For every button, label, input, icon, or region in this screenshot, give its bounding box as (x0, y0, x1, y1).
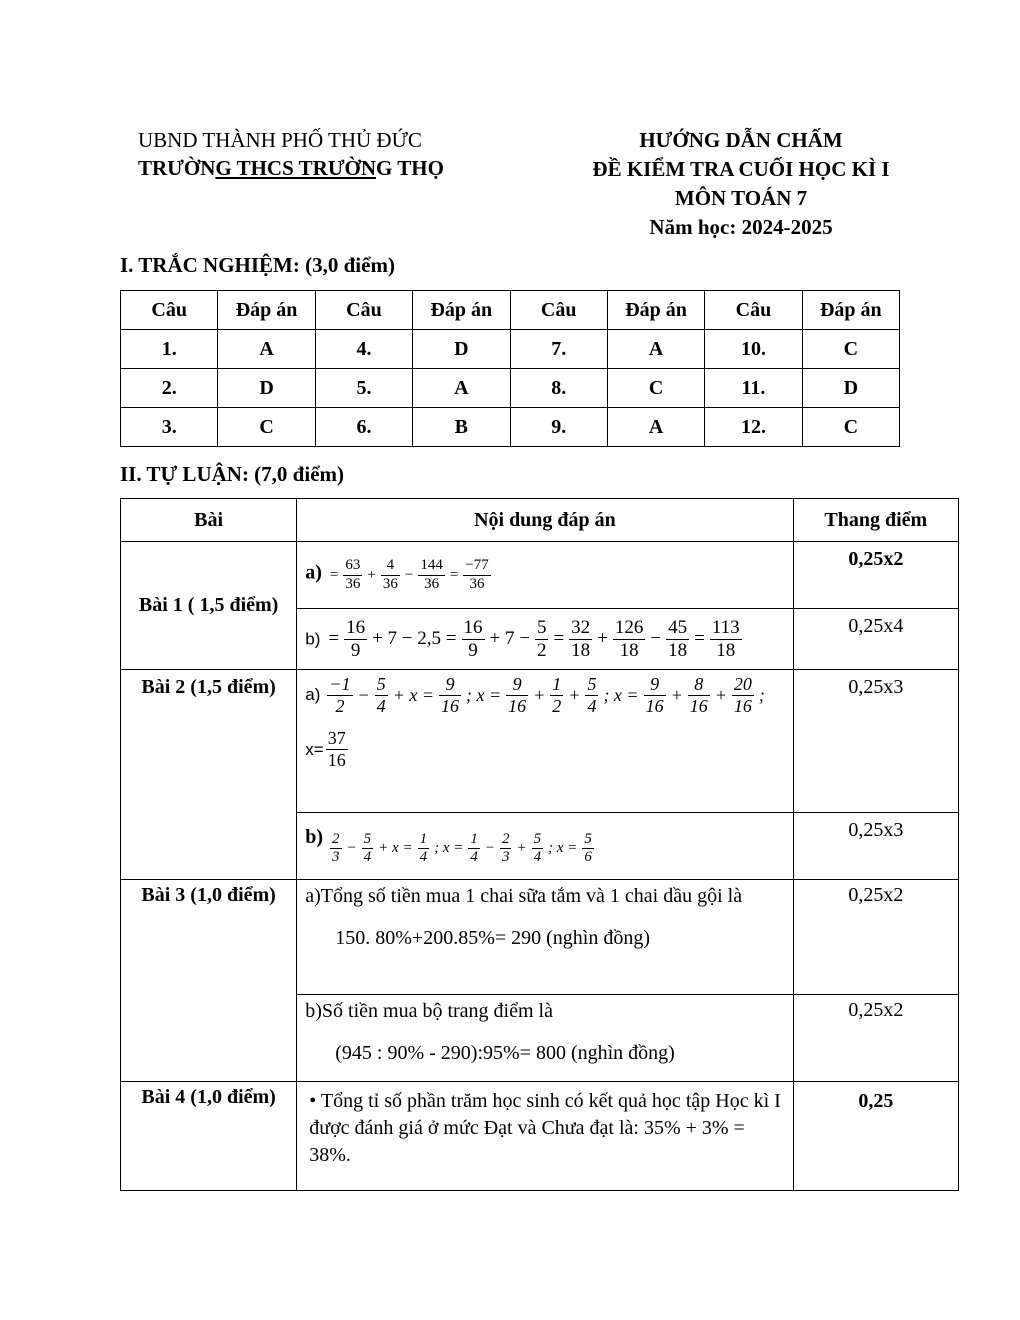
bai2-b-content (297, 813, 793, 880)
mc-answer: C (802, 408, 899, 447)
mc-answer: D (413, 330, 510, 369)
mc-question-number: 10. (705, 330, 802, 369)
bai2-a-result-prefix: x= (305, 739, 324, 759)
fraction: $\frac{5}{4}$ (363, 830, 372, 865)
mc-row (121, 369, 900, 408)
mc-header-cell: Câu (315, 291, 412, 330)
fraction: $\frac{9}{16}$ (440, 674, 459, 716)
fraction: $\frac{1}{4}$ (419, 830, 428, 865)
mc-row (121, 330, 900, 369)
bai2-b-score: 0,25x3 (793, 813, 958, 880)
fraction: $\frac{1}{4}$ (470, 830, 478, 865)
section-essay-title: II. TỰ LUẬN: (7,0 điểm) (120, 462, 344, 486)
mc-question-number: 6. (315, 408, 412, 447)
mc-header-row (121, 291, 900, 330)
bai1-b-score: 0,25x4 (793, 609, 958, 670)
mc-question-number: 3. (121, 408, 218, 447)
bai2-row-a (121, 670, 959, 813)
fraction: $\frac{-1}{2}$ (329, 674, 351, 716)
fraction: $\frac{113}{18}$ (711, 616, 740, 661)
fraction: $\frac{63}{36}$ (345, 557, 361, 592)
fraction: $\frac{126}{18}$ (614, 616, 644, 661)
school-name-part3: G THỌ (376, 156, 444, 180)
bai4-score: 0,25 (793, 1082, 958, 1191)
bai3-b-score: 0,25x2 (793, 995, 958, 1082)
bai3-a-text: a)Tổng số tiền mua 1 chai sữa tắm và 1 chai dầu gội là (305, 885, 743, 907)
fraction: $\frac{8}{16}$ (689, 674, 708, 716)
fraction: $\frac{16}{9}$ (346, 616, 366, 661)
bai1-a-score: 0,25x2 (793, 542, 958, 609)
mc-question-number: 11. (705, 369, 802, 408)
bai3-title: Bài 3 (1,0 điểm) (121, 880, 297, 1082)
bai1-a-label: a) (305, 561, 322, 584)
fraction: $\frac{5}{4}$ (533, 830, 542, 865)
exam-header (560, 126, 922, 242)
mc-answer: D (218, 369, 315, 408)
mc-answer: A (607, 330, 704, 369)
bai1-b-label: b) (305, 629, 321, 648)
essay-header-row (121, 499, 959, 542)
bai3-a-content (297, 880, 793, 995)
mc-header-cell: Đáp án (218, 291, 315, 330)
school-name (138, 154, 444, 182)
mc-answer: C (218, 408, 315, 447)
bai3-a-calc: 150. 80%+200.85%= 290 (nghìn đồng) (335, 927, 651, 949)
mc-answer: D (802, 369, 899, 408)
school-name-part2: G THCS TRƯỜN (215, 156, 377, 180)
bai2-b-label: b) (305, 825, 324, 848)
bai2-a-result (324, 728, 350, 770)
fraction: $\frac{16}{9}$ (463, 616, 483, 661)
bai1-title: Bài 1 ( 1,5 điểm) (121, 542, 297, 670)
mc-question-number: 9. (510, 408, 607, 447)
fraction: $\frac{9}{16}$ (508, 674, 527, 716)
mc-header-cell: Câu (705, 291, 802, 330)
fraction: $\frac{5}{4}$ (376, 674, 386, 716)
school-name-part1: TRƯỜN (138, 156, 216, 180)
mc-header-cell: Câu (121, 291, 218, 330)
bai2-a-content (297, 670, 793, 813)
mc-header-cell: Câu (510, 291, 607, 330)
bai1-b-expression: = $\frac{16}{9}$ + 7 − 2,5 = $\frac{16}{9}$ + 7 − $\frac{5}{2}$ = $\frac{32}{18}$ + $\frac{126}{18}$ − $\frac{45}{18}$ = $\frac{113}{18}$ (328, 616, 740, 661)
school-header (138, 126, 444, 182)
essay-answer-table (120, 498, 959, 1191)
bai4-content: • Tổng tỉ số phần trăm học sinh có kết quả học tập Học kì I được đánh giá ở mức Đạt và Chưa đạt là: 35% + 3% = 38%. (297, 1082, 793, 1191)
header-bai: Bài (121, 499, 297, 542)
bai4-title: Bài 4 (1,0 điểm) (121, 1082, 297, 1191)
mc-question-number: 8. (510, 369, 607, 408)
bai3-a-score: 0,25x2 (793, 880, 958, 995)
bai1-a-content (297, 542, 793, 609)
mc-question-number: 1. (121, 330, 218, 369)
bai2-b-expression: $\frac{2}{3}$ − $\frac{5}{4}$ + x = $\frac{1}{4}$ ; x = $\frac{1}{4}$ − $\frac{2}{3}$ + $\frac{5}{4}$ ; x = $\frac{5}{6}$ (332, 830, 592, 865)
multiple-choice-table (120, 290, 900, 447)
fraction: $\frac{2}{3}$ (501, 830, 510, 865)
bai3-b-content (297, 995, 793, 1082)
fraction: $\frac{-77}{36}$ (465, 557, 489, 592)
fraction: $\frac{144}{36}$ (420, 557, 443, 592)
bai2-a-score: 0,25x3 (793, 670, 958, 813)
bai4-row (121, 1082, 959, 1191)
mc-question-number: 7. (510, 330, 607, 369)
school-year: Năm học: 2024-2025 (649, 215, 833, 239)
mc-row (121, 408, 900, 447)
doc-title: HƯỚNG DẪN CHẤM (639, 128, 843, 152)
fraction: $\frac{1}{2}$ (552, 674, 562, 716)
mc-answer: A (413, 369, 510, 408)
mc-question-number: 5. (315, 369, 412, 408)
fraction: $\frac{5}{6}$ (584, 830, 592, 865)
subject: MÔN TOÁN 7 (674, 186, 808, 210)
district-name: UBND THÀNH PHỐ THỦ ĐỨC (138, 128, 422, 152)
fraction: $\frac{5}{2}$ (536, 616, 547, 661)
mc-question-number: 12. (705, 408, 802, 447)
mc-answer: C (607, 369, 704, 408)
mc-answer: A (218, 330, 315, 369)
fraction: $\frac{32}{18}$ (571, 616, 591, 661)
bai1-b-content (297, 609, 793, 670)
bai2-a-label: a) (305, 685, 321, 705)
header-content: Nội dung đáp án (297, 499, 793, 542)
exam-title: ĐỀ KIỂM TRA CUỐI HỌC KÌ I (592, 157, 890, 181)
fraction: $\frac{4}{36}$ (382, 557, 398, 592)
section-multiple-choice-title: I. TRẮC NGHIỆM: (3,0 điểm) (120, 253, 395, 277)
mc-header-cell: Đáp án (413, 291, 510, 330)
bai1-a-expression: = $\frac{63}{36}$ + $\frac{4}{36}$ − $\frac{144}{36}$ = $\frac{-77}{36}$ (329, 557, 489, 592)
bai2-a-expression: $\frac{-1}{2}$ − $\frac{5}{4}$ + x = $\frac{9}{16}$ ; x = $\frac{9}{16}$ + $\frac{1}{2}$ + $\frac{5}{4}$ ; x = $\frac{9}{16}$ + $\frac{8}{16}$ + $\frac{20}{16}$ ; (329, 674, 765, 716)
mc-answer: C (802, 330, 899, 369)
bai2-title: Bài 2 (1,5 điểm) (121, 670, 297, 880)
mc-answer: B (413, 408, 510, 447)
bai3-b-calc: (945 : 90% - 290):95%= 800 (nghìn đồng) (335, 1042, 675, 1064)
fraction: $\frac{37}{16}$ (327, 728, 346, 771)
fraction: $\frac{20}{16}$ (733, 674, 752, 716)
header-score: Thang điểm (793, 499, 958, 542)
fraction: $\frac{45}{18}$ (668, 616, 688, 661)
mc-answer: A (607, 408, 704, 447)
mc-header-cell: Đáp án (802, 291, 899, 330)
bai3-row-a (121, 880, 959, 995)
fraction: $\frac{5}{4}$ (587, 674, 597, 716)
mc-header-cell: Đáp án (607, 291, 704, 330)
bai3-b-text: b)Số tiền mua bộ trang điểm là (305, 1000, 553, 1022)
fraction: $\frac{2}{3}$ (332, 830, 340, 865)
bai1-row-a (121, 542, 959, 609)
mc-question-number: 4. (315, 330, 412, 369)
fraction: $\frac{9}{16}$ (645, 674, 664, 716)
mc-question-number: 2. (121, 369, 218, 408)
